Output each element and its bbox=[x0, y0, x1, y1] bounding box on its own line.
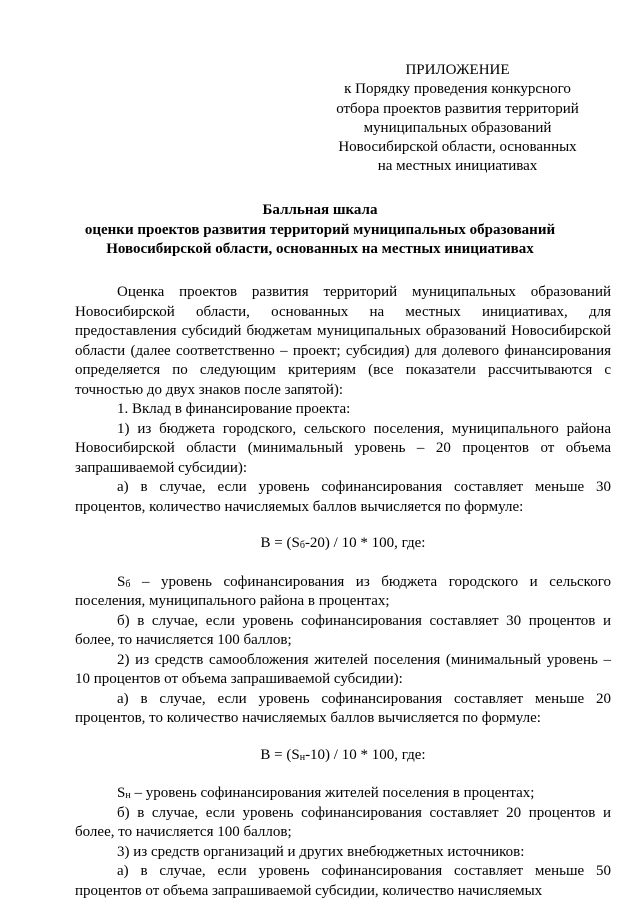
formula-1-subscript: б bbox=[299, 540, 305, 551]
item-1-3: 3) из средств организаций и других внебюджетных источников: bbox=[117, 843, 525, 860]
formula-2: $B = (S_н-10) / 10 * 100$, где: bbox=[260, 746, 426, 763]
sb-definition: $S_б$ – уровень софинансирования из бюджета городского и сельского поселения, муниципального района в процентах; bbox=[75, 573, 611, 609]
appendix-line: Новосибирской области, основанных bbox=[338, 139, 577, 156]
formula-2-subscript: н bbox=[299, 751, 306, 763]
item-1-2: 2) из средств самообложения жителей поселения (минимальный уровень – 10 процентов от объема запрашиваемой субсидии): bbox=[75, 651, 611, 687]
appendix-heading: ПРИЛОЖЕНИЕ bbox=[405, 62, 510, 78]
title-line: оценки проектов развития территорий муниципальных образований bbox=[84, 221, 556, 238]
item-1-2-a: а) в случае, если уровень софинансирования составляет меньше 20 процентов, то количество начисляемых баллов вычисляется по формуле: bbox=[75, 690, 611, 726]
document-title bbox=[72, 201, 568, 260]
item-1-1-b: б) в случае, если уровень софинансирования составляет 30 процентов и более, то начисляется 100 баллов; bbox=[75, 612, 611, 648]
title-line: Новосибирской области, основанных на местных инициативах bbox=[106, 241, 534, 257]
item-1-2-b: б) в случае, если уровень софинансирования составляет 20 процентов и более, то начисляется 100 баллов; bbox=[75, 804, 611, 840]
appendix-line: отбора проектов развития территорий bbox=[336, 100, 579, 117]
item-1-1-a: а) в случае, если уровень софинансирования составляет меньше 30 процентов, количество начисляемых баллов вычисляется по формуле: bbox=[75, 479, 611, 515]
intro-paragraph: Оценка проектов развития территорий муниципальных образований Новосибирской области, основанных на местных инициативах, для предоставления субсидий бюджетам муниципальных образований Новосибирской области (далее соответственно – проект; субсидия) для долевого финансирования определяется по следующим критериям (все показатели рассчитываются с точностью до двух знаков после запятой): bbox=[75, 284, 611, 398]
formula-1: $B = (S_б-20) / 10 * 100$, где: bbox=[260, 535, 426, 551]
item-1: 1. Вклад в финансирование проекта: bbox=[117, 401, 351, 417]
item-1-3-a: а) в случае, если уровень софинансирования составляет меньше 50 процентов от объема запрашиваемой субсидии, количество начисляемых bbox=[75, 863, 611, 899]
appendix-line: муниципальных образований bbox=[363, 119, 552, 136]
item-1-1: 1) из бюджета городского, сельского поселения, муниципального района Новосибирской области (минимальный уровень – 20 процентов от объема запрашиваемой субсидии): bbox=[75, 420, 611, 476]
appendix-line: на местных инициативах bbox=[377, 158, 538, 175]
appendix-line: к Порядку проведения конкурсного bbox=[344, 81, 571, 98]
title-line: Балльная шкала bbox=[262, 202, 378, 218]
sn-definition: $S_н$ – уровень софинансирования жителей поселения в процентах; bbox=[117, 785, 535, 801]
appendix-header bbox=[330, 61, 585, 177]
document-body bbox=[75, 283, 611, 901]
